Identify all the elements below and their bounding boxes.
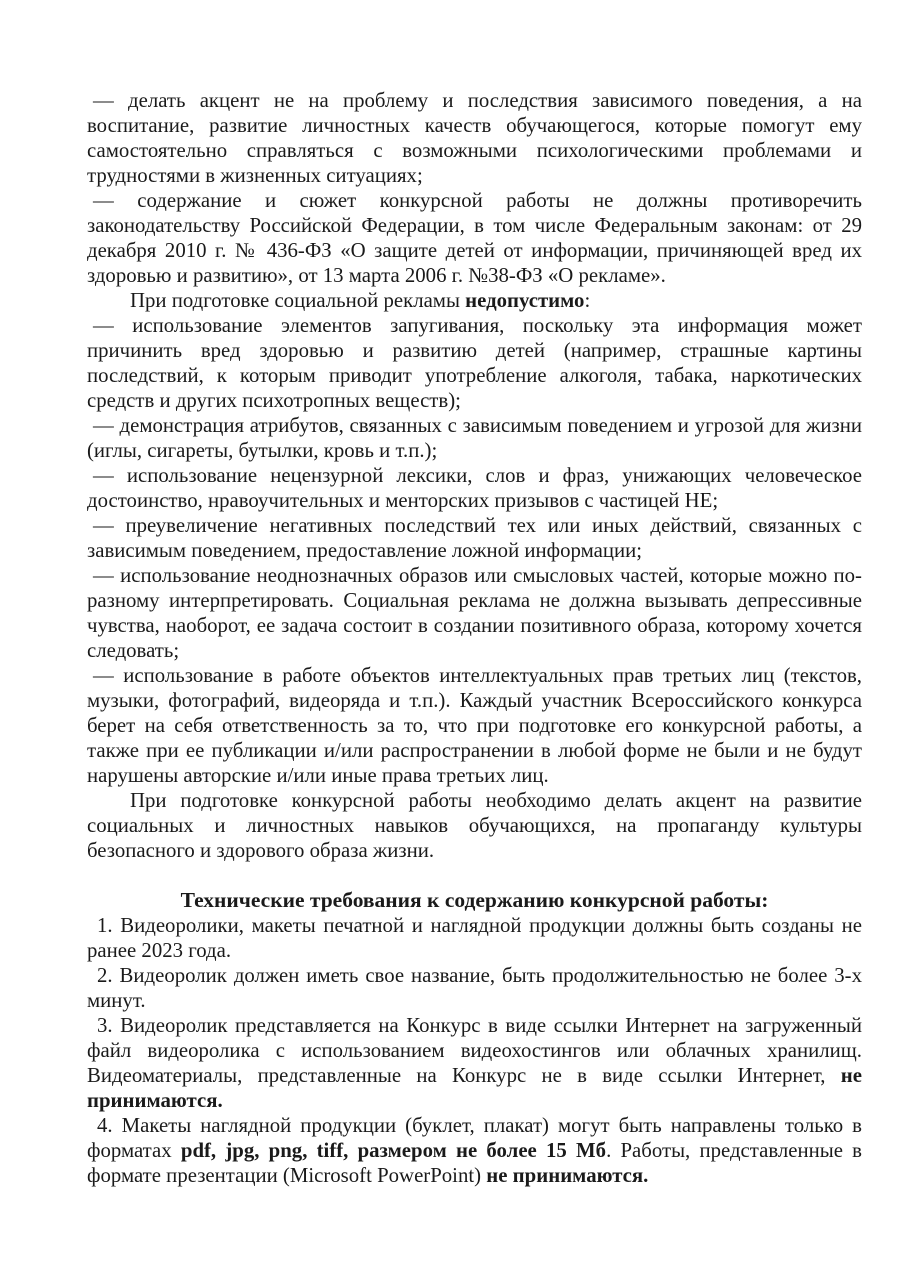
intro-bold: недопустимо (465, 289, 585, 312)
list-item: — содержание и сюжет конкурсной работы не должны противоречить законодательству Российской Федерации, в том числе Федеральным законам: от 29 декабря 2010 г. № 436-ФЗ «О защите детей от информации, причиняющей вред их здоровью и развитию», от 13 марта 2006 г. №38-ФЗ «О рекламе». (87, 189, 862, 287)
item-bold: не принимаются. (87, 1064, 862, 1112)
item-bold: не принимаются. (486, 1164, 649, 1187)
prohibited-intro (87, 288, 862, 313)
list-item: — демонстрация атрибутов, связанных с зависимым поведением и угрозой для жизни (иглы, сигареты, бутылки, кровь и т.п.); (87, 414, 862, 462)
numbered-item (87, 1113, 862, 1188)
list-item: — использование нецензурной лексики, слов и фраз, унижающих человеческое достоинство, нравоучительных и менторских призывов с частицей НЕ; (87, 464, 862, 512)
intro-text: При подготовке социальной рекламы (130, 289, 466, 312)
list-item: — преувеличение негативных последствий тех или иных действий, связанных с зависимым поведением, предоставление ложной информации; (87, 514, 862, 562)
item-text: 3. Видеоролик представляется на Конкурс в виде ссылки Интернет на загруженный файл видеоролика с использованием видеохостингов или облачных хранилищ. Видеоматериалы, представленные на Конкурс не в виде ссылки Интернет, (87, 1014, 862, 1087)
list-item: — использование неоднозначных образов или смысловых частей, которые можно по-разному интерпретировать. Социальная реклама не должна вызывать депрессивные чувства, наоборот, ее задача состоит в создании позитивного образа, которому хочется следовать; (87, 564, 862, 662)
item-text: 4. Макеты наглядной продукции (буклет, плакат) могут быть направлены только в форматах (87, 1114, 862, 1162)
item-text: . Работы, представленные в формате презентации (Microsoft PowerPoint) (87, 1139, 862, 1187)
numbered-item: 1. Видеоролики, макеты печатной и наглядной продукции должны быть созданы не ранее 2023 года. (87, 914, 862, 962)
section-heading: Технические требования к содержанию конкурсной работы: (180, 888, 769, 912)
list-item: — использование в работе объектов интеллектуальных прав третьих лиц (текстов, музыки, фотографий, видеоряда и т.п.). Каждый участник Всероссийского конкурса берет на себя ответственность за то, что при подготовке его конкурсной работы, а также при ее публикации и/или распространении в любой форме не были и не будут нарушены авторские и/или иные права третьих лиц. (87, 664, 862, 787)
list-item: — делать акцент не на проблему и последствия зависимого поведения, а на воспитание, развитие личностных качеств обучающегося, которые помогут ему самостоятельно справляться с возможными психологическими проблемами и трудностями в жизненных ситуациях; (87, 89, 862, 187)
focus-paragraph: При подготовке конкурсной работы необходимо делать акцент на развитие социальных и личностных навыков обучающихся, на пропаганду культуры безопасного и здорового образа жизни. (87, 789, 862, 862)
numbered-item (87, 1013, 862, 1113)
list-item: — использование элементов запугивания, поскольку эта информация может причинить вред здоровью и развитию детей (например, страшные картины последствий, к которым приводит употребление алкоголя, табака, наркотических средств и других психотропных веществ); (87, 314, 862, 412)
intro-tail: : (584, 289, 591, 312)
numbered-item: 2. Видеоролик должен иметь свое название, быть продолжительностью не более 3-х минут. (87, 964, 862, 1012)
item-bold: pdf, jpg, png, tiff, размером не более 15 Мб (180, 1139, 607, 1162)
document-page (87, 88, 862, 1188)
